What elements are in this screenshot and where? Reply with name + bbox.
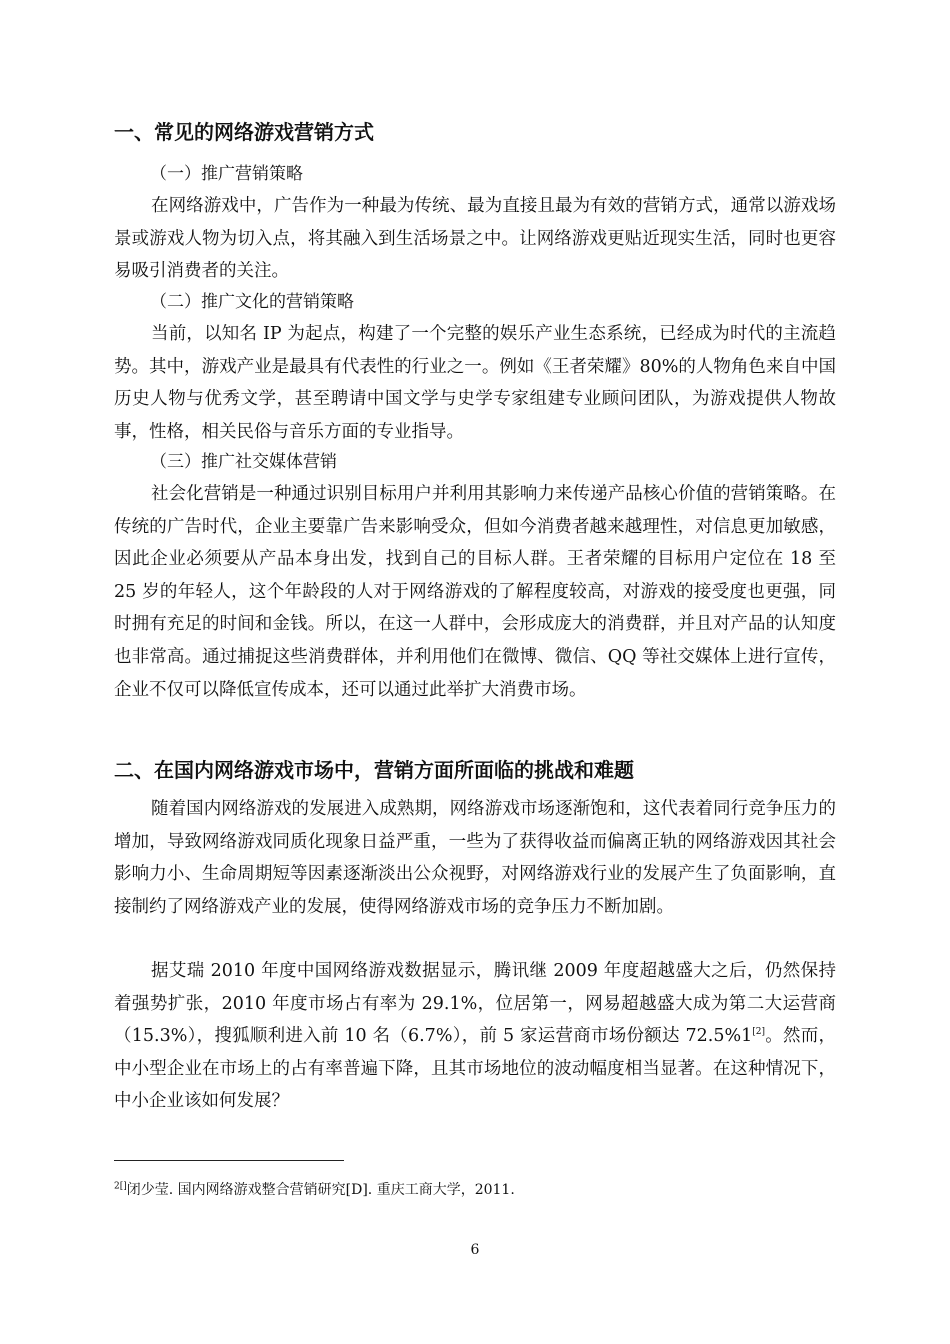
subheading-2: （二）推广文化的营销策略 [150,292,354,312]
citation-ref: [2] [752,1027,765,1038]
subheading-3: （三）推广社交媒体营销 [150,452,337,472]
paragraph-5-text-b: 。然而，中小型企业在市场上的占有率普遍下降，且其市场地位的波动幅度相当显著。在这种情况下，中小企业该如何发展？ [114,1026,836,1112]
paragraph-4: 随着国内网络游戏的发展进入成熟期，网络游戏市场逐渐饱和，这代表着同行竞争压力的增加，导致网络游戏同质化现象日益严重，一些为了获得收益而偏离正轨的网络游戏因其社会影响力小、生命周期短等因素逐渐淡出公众视野，对网络游戏行业的发展产生了负面影响，直接制约了网络游戏产业的发展，使得网络游戏市场的竞争压力不断加剧。 [114,799,836,917]
paragraph-5-text-a: 据艾瑞 2010 年度中国网络游戏数据显示，腾讯继 2009 年度超越盛大之后，仍然保持着强势扩张，2010 年度市场占有率为 29.1%，位居第一，网易超越盛大成为第二大运营商（15.3%），搜狐顺利进入前 10 名（6.7%），前 5 家运营商市场份额达 72.5%1 [114,961,836,1047]
paragraph-2: 当前，以知名 IP 为起点，构建了一个完整的娱乐产业生态系统，已经成为时代的主流趋势。其中，游戏产业是最具有代表性的行业之一。例如《王者荣耀》80%的人物角色来自中国历史人物与优秀文学，甚至聘请中国文学与史学专家组建专业顾问团队，为游戏提供人物故事，性格，相关民俗与音乐方面的专业指导。 [114,324,836,442]
footnote-text: 闭少莹. 国内网络游戏整合营销研究[D]. 重庆工商大学，2011. [126,1182,515,1198]
footnote-divider [114,1160,344,1161]
paragraph-3: 社会化营销是一种通过识别目标用户并利用其影响力来传递产品核心价值的营销策略。在传统的广告时代，企业主要靠广告来影响受众，但如今消费者越来越理性，对信息更加敏感，因此企业必须要从产品本身出发，找到自己的目标人群。王者荣耀的目标用户定位在 18 至 25 岁的年轻人，这个年龄段的人对于网络游戏的了解程度较高，对游戏的接受度也更强，同时拥有充足的时间和金钱。所以，在这一人群中，会形成庞大的消费群，并且对产品的认知度也非常高。通过捕捉这些消费群体，并利用他们在微博、微信、QQ 等社交媒体上进行宣传，企业不仅可以降低宣传成本，还可以通过此举扩大消费市场。 [114,484,836,700]
footnote-marker: 2[] [114,1181,127,1192]
page-number: 6 [470,1242,480,1258]
paragraph-5 [114,955,836,1118]
subheading-1: （一）推广营销策略 [150,164,303,184]
footnote [114,1180,515,1200]
section-heading-1: 一、常见的网络游戏营销方式 [114,120,374,144]
paragraph-1: 在网络游戏中，广告作为一种最为传统、最为直接且最为有效的营销方式，通常以游戏场景或游戏人物为切入点，将其融入到生活场景之中。让网络游戏更贴近现实生活，同时也更容易吸引消费者的关注。 [114,196,836,282]
section-heading-2: 二、在国内网络游戏市场中，营销方面所面临的挑战和难题 [114,758,634,782]
